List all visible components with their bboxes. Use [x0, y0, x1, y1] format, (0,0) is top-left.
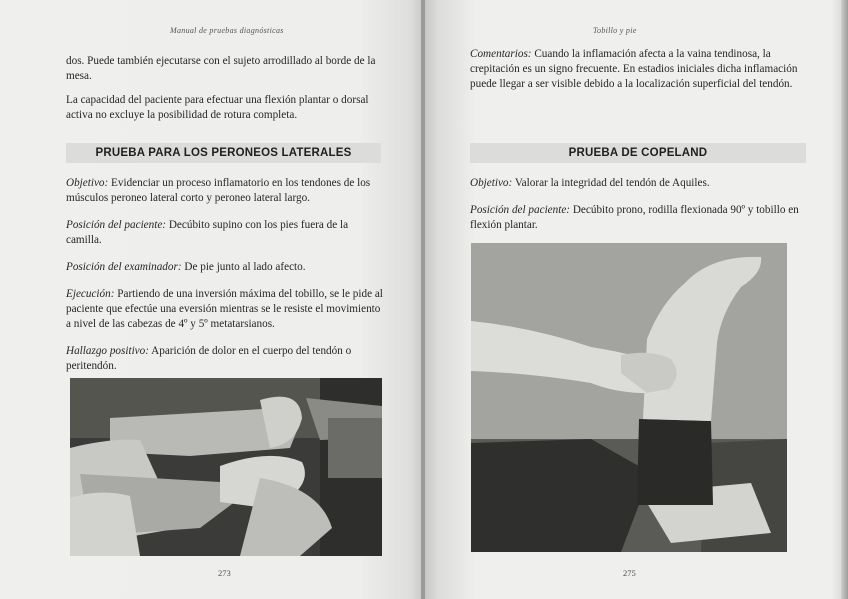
execution-label: Ejecución:: [66, 288, 115, 300]
right-page: [425, 0, 848, 599]
patient-position-paragraph: [470, 203, 808, 233]
continuation-text: dos. Puede también ejecutarse con el sujeto arrodillado al borde de la mesa.: [66, 55, 376, 82]
patient-position-paragraph: [66, 218, 384, 248]
examiner-position-label: Posición del examinador:: [66, 261, 182, 273]
patient-position-label: Posición del paciente:: [470, 204, 571, 216]
section-title: PRUEBA PARA LOS PERONEOS LATERALES: [66, 143, 381, 163]
comments-label: Comentarios:: [470, 48, 532, 60]
left-page: [0, 0, 423, 599]
note-text: La capacidad del paciente para efectuar una flexión plantar o dorsal activa no excluye la posibilidad de rotura completa.: [66, 94, 369, 121]
positive-finding-text: Aparición de dolor en el cuerpo del tendón o peritendón.: [66, 345, 352, 372]
patient-position-text: Decúbito prono, rodilla flexionada 90º y tobillo en flexión plantar.: [470, 204, 799, 231]
patient-position-label: Posición del paciente:: [66, 219, 167, 231]
objective-paragraph: [470, 176, 808, 191]
objective-label: Objetivo:: [470, 177, 513, 189]
comments-text: Cuando la inflamación afecta a la vaina tendinosa, la crepitación es un signo frecuente. En estadios iniciales dicha inflamación puede llegar a ser visible debido a la localización superficial del tendón.: [470, 48, 798, 90]
peroneus-test-illustration: [70, 378, 382, 556]
positive-finding-paragraph: [66, 344, 384, 374]
page-number: 273: [218, 568, 231, 578]
objective-label: Objetivo:: [66, 177, 109, 189]
book-edge: [841, 0, 848, 599]
running-head: Tobillo y pie: [593, 26, 637, 35]
objective-paragraph: [66, 176, 384, 206]
examiner-position-paragraph: [66, 260, 384, 275]
page-number: 275: [623, 568, 636, 578]
peroneus-test-photo: [70, 378, 382, 556]
examiner-position-text: De pie junto al lado afecto.: [181, 261, 306, 273]
patient-position-text: Decúbito supino con los pies fuera de la camilla.: [66, 219, 349, 246]
section-title: PRUEBA DE COPELAND: [470, 143, 806, 163]
running-head: Manual de pruebas diagnósticas: [170, 26, 284, 35]
objective-text: Evidenciar un proceso inflamatorio en los tendones de los músculos peroneo lateral corto y peroneo lateral largo.: [66, 177, 371, 204]
copeland-test-photo: [471, 243, 787, 552]
comments-paragraph: [470, 47, 808, 92]
objective-text: Valorar la integridad del tendón de Aquiles.: [512, 177, 710, 189]
positive-finding-label: Hallazgo positivo:: [66, 345, 149, 357]
execution-text: Partiendo de una inversión máxima del tobillo, se le pide al paciente que efectúe una eversión mientras se le resiste el movimiento a nivel de las cabezas de 4º y 5º metatarsianos.: [66, 288, 383, 330]
copeland-test-illustration: [471, 243, 787, 552]
execution-paragraph: [66, 287, 384, 332]
